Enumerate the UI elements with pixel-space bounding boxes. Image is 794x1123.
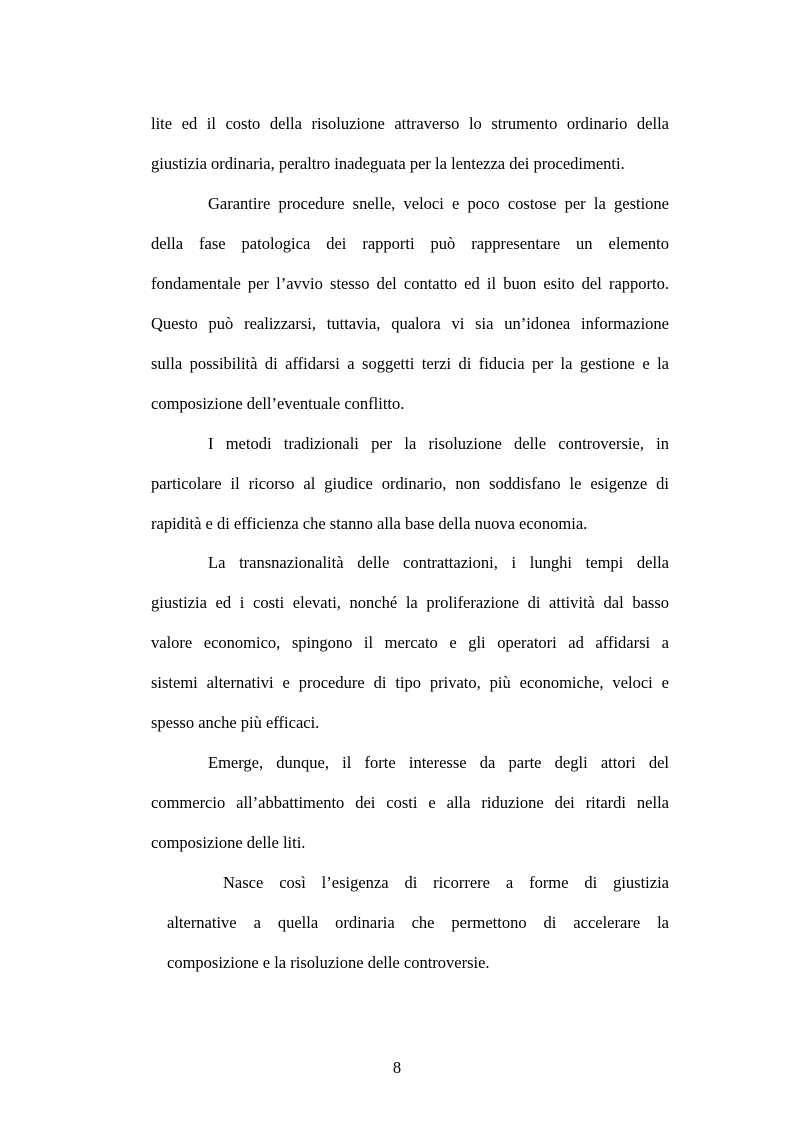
- text-line: composizione dell’eventuale conflitto.: [151, 394, 405, 413]
- text-line: giustizia ed i costi elevati, nonché la proliferazione di attività dal basso: [151, 593, 669, 612]
- text-line: lite ed il costo della risoluzione attraverso lo strumento ordinario della: [151, 114, 669, 133]
- text-line: sistemi alternativi e procedure di tipo privato, più economiche, veloci e: [151, 673, 669, 692]
- text-line: Nasce così l’esigenza di ricorrere a forme di giustizia: [223, 873, 669, 892]
- text-line: spesso anche più efficaci.: [151, 713, 320, 732]
- text-line: giustizia ordinaria, peraltro inadeguata per la lentezza dei procedimenti.: [151, 154, 625, 173]
- text-line: rapidità e di efficienza che stanno alla base della nuova economia.: [151, 514, 588, 533]
- text-line: Garantire procedure snelle, veloci e poco costose per la gestione: [208, 194, 669, 213]
- text-line: composizione delle liti.: [151, 833, 306, 852]
- text-line: alternative a quella ordinaria che permettono di accelerare la: [167, 913, 669, 932]
- text-line: Questo può realizzarsi, tuttavia, qualora vi sia un’idonea informazione: [151, 314, 669, 333]
- text-line: La transnazionalità delle contrattazioni, i lunghi tempi della: [208, 553, 669, 572]
- text-line: commercio all’abbattimento dei costi e alla riduzione dei ritardi nella: [151, 793, 669, 812]
- text-line: della fase patologica dei rapporti può rappresentare un elemento: [151, 234, 669, 253]
- page-number: 8: [392, 1058, 402, 1077]
- text-line: Emerge, dunque, il forte interesse da parte degli attori del: [208, 753, 669, 772]
- text-line: valore economico, spingono il mercato e gli operatori ad affidarsi a: [151, 633, 669, 652]
- text-line: sulla possibilità di affidarsi a soggetti terzi di fiducia per la gestione e la: [151, 354, 669, 373]
- text-line: fondamentale per l’avvio stesso del contatto ed il buon esito del rapporto.: [151, 274, 669, 293]
- text-line: I metodi tradizionali per la risoluzione delle controversie, in: [208, 434, 669, 453]
- text-line: composizione e la risoluzione delle controversie.: [167, 953, 490, 972]
- text-line: particolare il ricorso al giudice ordinario, non soddisfano le esigenze di: [151, 474, 669, 493]
